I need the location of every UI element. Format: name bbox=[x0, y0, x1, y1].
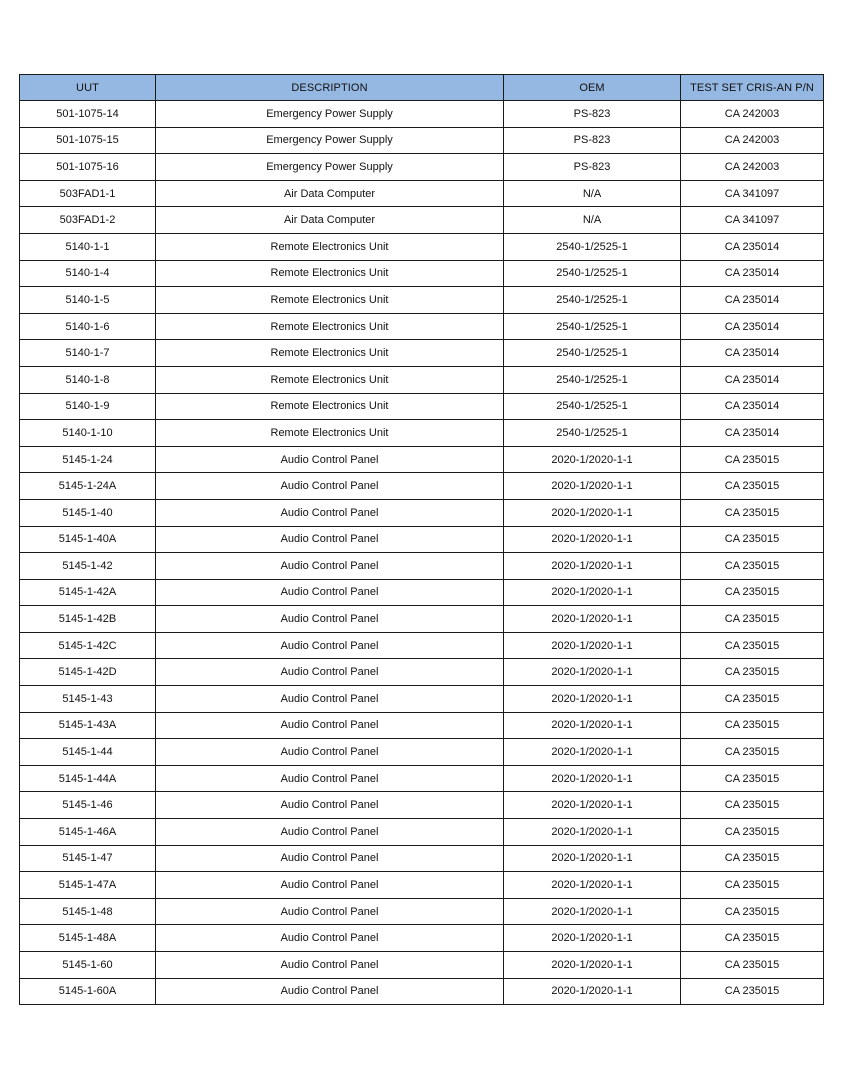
cell-oem: N/A bbox=[504, 207, 681, 234]
cell-test-set: CA 235015 bbox=[681, 659, 824, 686]
cell-test-set: CA 235014 bbox=[681, 233, 824, 260]
table-row bbox=[20, 632, 824, 659]
cell-oem: 2540-1/2525-1 bbox=[504, 393, 681, 420]
cell-oem: 2540-1/2525-1 bbox=[504, 260, 681, 287]
cell-test-set: CA 235015 bbox=[681, 632, 824, 659]
cell-oem: 2540-1/2525-1 bbox=[504, 313, 681, 340]
cell-description: Remote Electronics Unit bbox=[156, 313, 504, 340]
cell-oem: 2020-1/2020-1-1 bbox=[504, 765, 681, 792]
cell-uut: 5140-1-4 bbox=[20, 260, 156, 287]
cell-test-set: CA 235015 bbox=[681, 925, 824, 952]
table-row bbox=[20, 233, 824, 260]
cell-uut: 503FAD1-1 bbox=[20, 180, 156, 207]
cell-test-set: CA 235014 bbox=[681, 340, 824, 367]
cell-description: Emergency Power Supply bbox=[156, 127, 504, 154]
cell-test-set: CA 235015 bbox=[681, 872, 824, 899]
table-row bbox=[20, 287, 824, 314]
table-row bbox=[20, 765, 824, 792]
cell-test-set: CA 235014 bbox=[681, 366, 824, 393]
cell-test-set: CA 341097 bbox=[681, 180, 824, 207]
cell-description: Audio Control Panel bbox=[156, 632, 504, 659]
table-row bbox=[20, 686, 824, 713]
cell-uut: 5145-1-48A bbox=[20, 925, 156, 952]
table-row bbox=[20, 446, 824, 473]
table-header bbox=[20, 75, 824, 101]
cell-oem: 2540-1/2525-1 bbox=[504, 287, 681, 314]
cell-oem: 2020-1/2020-1-1 bbox=[504, 898, 681, 925]
cell-oem: 2020-1/2020-1-1 bbox=[504, 952, 681, 979]
cell-uut: 5145-1-24 bbox=[20, 446, 156, 473]
cell-oem: 2020-1/2020-1-1 bbox=[504, 686, 681, 713]
table-row bbox=[20, 819, 824, 846]
cell-uut: 5140-1-1 bbox=[20, 233, 156, 260]
cell-oem: PS-823 bbox=[504, 101, 681, 128]
column-header-test-set: TEST SET CRIS-AN P/N bbox=[681, 75, 824, 101]
table-row bbox=[20, 366, 824, 393]
cell-description: Remote Electronics Unit bbox=[156, 287, 504, 314]
cell-test-set: CA 235015 bbox=[681, 499, 824, 526]
table-row bbox=[20, 925, 824, 952]
cell-test-set: CA 235015 bbox=[681, 952, 824, 979]
table-row bbox=[20, 207, 824, 234]
table-row bbox=[20, 473, 824, 500]
cell-description: Audio Control Panel bbox=[156, 659, 504, 686]
cell-test-set: CA 235015 bbox=[681, 845, 824, 872]
table-row bbox=[20, 872, 824, 899]
cell-test-set: CA 242003 bbox=[681, 127, 824, 154]
cell-test-set: CA 235015 bbox=[681, 712, 824, 739]
cell-test-set: CA 235014 bbox=[681, 260, 824, 287]
cell-test-set: CA 235015 bbox=[681, 606, 824, 633]
cell-description: Audio Control Panel bbox=[156, 952, 504, 979]
cell-description: Air Data Computer bbox=[156, 180, 504, 207]
cell-description: Audio Control Panel bbox=[156, 606, 504, 633]
cell-test-set: CA 235014 bbox=[681, 313, 824, 340]
cell-description: Remote Electronics Unit bbox=[156, 420, 504, 447]
table-row bbox=[20, 499, 824, 526]
cell-description: Audio Control Panel bbox=[156, 898, 504, 925]
cell-uut: 5140-1-5 bbox=[20, 287, 156, 314]
cell-oem: PS-823 bbox=[504, 154, 681, 181]
cell-description: Remote Electronics Unit bbox=[156, 233, 504, 260]
cell-test-set: CA 235015 bbox=[681, 526, 824, 553]
cell-oem: 2020-1/2020-1-1 bbox=[504, 792, 681, 819]
cell-description: Audio Control Panel bbox=[156, 446, 504, 473]
cell-test-set: CA 242003 bbox=[681, 154, 824, 181]
cell-uut: 5145-1-46 bbox=[20, 792, 156, 819]
table-row bbox=[20, 260, 824, 287]
table-row bbox=[20, 393, 824, 420]
table-row bbox=[20, 898, 824, 925]
cell-description: Audio Control Panel bbox=[156, 819, 504, 846]
cell-uut: 5145-1-44 bbox=[20, 739, 156, 766]
cell-oem: 2020-1/2020-1-1 bbox=[504, 499, 681, 526]
table-row bbox=[20, 659, 824, 686]
cell-description: Audio Control Panel bbox=[156, 739, 504, 766]
cell-uut: 5145-1-47 bbox=[20, 845, 156, 872]
cell-description: Audio Control Panel bbox=[156, 686, 504, 713]
cell-oem: 2020-1/2020-1-1 bbox=[504, 819, 681, 846]
table-row bbox=[20, 978, 824, 1005]
cell-description: Emergency Power Supply bbox=[156, 101, 504, 128]
header-row bbox=[20, 75, 824, 101]
cell-oem: 2020-1/2020-1-1 bbox=[504, 606, 681, 633]
table-row bbox=[20, 739, 824, 766]
cell-oem: 2020-1/2020-1-1 bbox=[504, 526, 681, 553]
cell-uut: 5140-1-6 bbox=[20, 313, 156, 340]
cell-uut: 5145-1-42 bbox=[20, 553, 156, 580]
table-row bbox=[20, 792, 824, 819]
cell-uut: 5145-1-42C bbox=[20, 632, 156, 659]
cell-oem: 2020-1/2020-1-1 bbox=[504, 632, 681, 659]
cell-uut: 5140-1-9 bbox=[20, 393, 156, 420]
cell-test-set: CA 235015 bbox=[681, 473, 824, 500]
cell-description: Emergency Power Supply bbox=[156, 154, 504, 181]
table-row bbox=[20, 606, 824, 633]
cell-uut: 5145-1-60 bbox=[20, 952, 156, 979]
cell-oem: 2540-1/2525-1 bbox=[504, 340, 681, 367]
cell-uut: 501-1075-16 bbox=[20, 154, 156, 181]
cell-test-set: CA 235015 bbox=[681, 978, 824, 1005]
cell-uut: 5140-1-8 bbox=[20, 366, 156, 393]
cell-uut: 5145-1-42A bbox=[20, 579, 156, 606]
cell-uut: 503FAD1-2 bbox=[20, 207, 156, 234]
cell-oem: PS-823 bbox=[504, 127, 681, 154]
column-header-description: DESCRIPTION bbox=[156, 75, 504, 101]
table-row bbox=[20, 553, 824, 580]
column-header-oem: OEM bbox=[504, 75, 681, 101]
cell-oem: 2020-1/2020-1-1 bbox=[504, 739, 681, 766]
cell-oem: 2020-1/2020-1-1 bbox=[504, 872, 681, 899]
cell-test-set: CA 235015 bbox=[681, 898, 824, 925]
cell-test-set: CA 235015 bbox=[681, 686, 824, 713]
cell-test-set: CA 235014 bbox=[681, 420, 824, 447]
cell-oem: 2020-1/2020-1-1 bbox=[504, 659, 681, 686]
cell-description: Air Data Computer bbox=[156, 207, 504, 234]
cell-oem: 2020-1/2020-1-1 bbox=[504, 925, 681, 952]
cell-description: Audio Control Panel bbox=[156, 712, 504, 739]
cell-description: Audio Control Panel bbox=[156, 845, 504, 872]
cell-oem: 2540-1/2525-1 bbox=[504, 420, 681, 447]
parts-table bbox=[19, 74, 824, 1005]
cell-uut: 5145-1-40A bbox=[20, 526, 156, 553]
cell-oem: 2020-1/2020-1-1 bbox=[504, 712, 681, 739]
cell-uut: 5145-1-43A bbox=[20, 712, 156, 739]
cell-uut: 5145-1-42B bbox=[20, 606, 156, 633]
cell-test-set: CA 235015 bbox=[681, 553, 824, 580]
cell-test-set: CA 235015 bbox=[681, 819, 824, 846]
cell-description: Audio Control Panel bbox=[156, 925, 504, 952]
cell-uut: 5145-1-43 bbox=[20, 686, 156, 713]
table-row bbox=[20, 101, 824, 128]
cell-uut: 5145-1-42D bbox=[20, 659, 156, 686]
cell-description: Remote Electronics Unit bbox=[156, 393, 504, 420]
cell-uut: 5145-1-60A bbox=[20, 978, 156, 1005]
cell-oem: 2020-1/2020-1-1 bbox=[504, 845, 681, 872]
parts-table-container bbox=[19, 74, 823, 1005]
cell-uut: 5145-1-24A bbox=[20, 473, 156, 500]
column-header-uut: UUT bbox=[20, 75, 156, 101]
cell-description: Audio Control Panel bbox=[156, 792, 504, 819]
cell-uut: 5140-1-10 bbox=[20, 420, 156, 447]
cell-description: Audio Control Panel bbox=[156, 579, 504, 606]
cell-test-set: CA 235015 bbox=[681, 446, 824, 473]
cell-test-set: CA 235014 bbox=[681, 393, 824, 420]
cell-description: Audio Control Panel bbox=[156, 765, 504, 792]
cell-description: Audio Control Panel bbox=[156, 499, 504, 526]
cell-uut: 5145-1-46A bbox=[20, 819, 156, 846]
cell-oem: N/A bbox=[504, 180, 681, 207]
cell-uut: 5140-1-7 bbox=[20, 340, 156, 367]
table-row bbox=[20, 154, 824, 181]
cell-description: Audio Control Panel bbox=[156, 526, 504, 553]
table-row bbox=[20, 127, 824, 154]
cell-description: Audio Control Panel bbox=[156, 473, 504, 500]
cell-oem: 2540-1/2525-1 bbox=[504, 233, 681, 260]
cell-uut: 501-1075-14 bbox=[20, 101, 156, 128]
table-row bbox=[20, 952, 824, 979]
cell-description: Audio Control Panel bbox=[156, 553, 504, 580]
cell-test-set: CA 235015 bbox=[681, 765, 824, 792]
cell-test-set: CA 242003 bbox=[681, 101, 824, 128]
cell-description: Audio Control Panel bbox=[156, 872, 504, 899]
table-row bbox=[20, 845, 824, 872]
cell-description: Remote Electronics Unit bbox=[156, 366, 504, 393]
cell-test-set: CA 235015 bbox=[681, 739, 824, 766]
cell-oem: 2020-1/2020-1-1 bbox=[504, 978, 681, 1005]
cell-oem: 2020-1/2020-1-1 bbox=[504, 553, 681, 580]
cell-oem: 2020-1/2020-1-1 bbox=[504, 579, 681, 606]
cell-uut: 5145-1-44A bbox=[20, 765, 156, 792]
cell-uut: 5145-1-48 bbox=[20, 898, 156, 925]
cell-uut: 501-1075-15 bbox=[20, 127, 156, 154]
cell-description: Remote Electronics Unit bbox=[156, 260, 504, 287]
table-row bbox=[20, 526, 824, 553]
cell-uut: 5145-1-47A bbox=[20, 872, 156, 899]
cell-description: Remote Electronics Unit bbox=[156, 340, 504, 367]
table-row bbox=[20, 420, 824, 447]
table-row bbox=[20, 313, 824, 340]
table-row bbox=[20, 180, 824, 207]
cell-test-set: CA 235015 bbox=[681, 579, 824, 606]
table-row bbox=[20, 340, 824, 367]
cell-oem: 2020-1/2020-1-1 bbox=[504, 473, 681, 500]
table-row bbox=[20, 579, 824, 606]
table-row bbox=[20, 712, 824, 739]
table-body bbox=[20, 101, 824, 1005]
cell-uut: 5145-1-40 bbox=[20, 499, 156, 526]
cell-test-set: CA 341097 bbox=[681, 207, 824, 234]
cell-description: Audio Control Panel bbox=[156, 978, 504, 1005]
cell-test-set: CA 235015 bbox=[681, 792, 824, 819]
cell-test-set: CA 235014 bbox=[681, 287, 824, 314]
cell-oem: 2540-1/2525-1 bbox=[504, 366, 681, 393]
cell-oem: 2020-1/2020-1-1 bbox=[504, 446, 681, 473]
